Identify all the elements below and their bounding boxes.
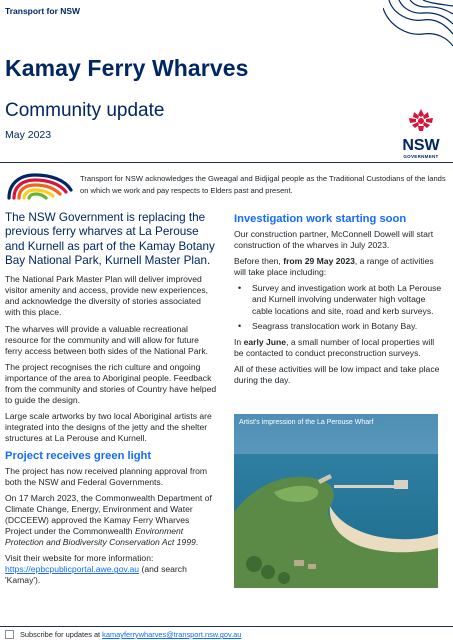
footer	[0, 626, 453, 640]
logo-subtext: GOVERNMENT	[403, 154, 439, 159]
text-span: On 17 March 2023, the Commonwealth Department of Climate Change, Energy, Environment and Water (DCCEEW) approved the Kamay Ferry Wharves Project under the Commonwealth	[5, 492, 212, 536]
list-item: • Survey and investigation work at both La Perouse and Kurnell involving underwater high voltage cable locations and site, road and kerb surveys.	[234, 283, 446, 316]
acknowledgement-of-country: Transport for NSW acknowledges the Gweagal and Bidjigal people as the Traditional Custodians of the lands on which we work and pay respects to Elders past and present.	[80, 174, 446, 195]
text-span: .	[195, 537, 199, 548]
paragraph: The wharves will provide a valuable recreational resource for the community and will allow for future ferry access between both sides of the National Park.	[5, 323, 209, 356]
waratah-icon	[406, 108, 436, 132]
header-divider	[0, 162, 453, 163]
paragraph	[234, 337, 446, 359]
text-span: , a range of activities will take place including:	[234, 256, 434, 278]
logo-text: NSW	[402, 137, 440, 154]
lead-paragraph: The NSW Government is replacing the previous ferry wharves at La Perouse and Kurnell as part of the Kamay Botany Bay National Park, Kurnell Master Plan.	[5, 211, 215, 267]
paragraph: The National Park Master Plan will deliver improved visitor amenity and access, provide new experiences, and acknowledge the diversity of stories associated with this place.	[5, 274, 209, 318]
page-subtitle: Community update	[5, 100, 165, 121]
list-item: • Seagrass translocation work in Botany Bay.	[234, 321, 446, 332]
text-span: In	[234, 336, 244, 347]
section-heading-green-light: Project receives green light	[5, 449, 152, 462]
text-span: Visit their website for more information:	[5, 553, 154, 564]
text-span: Before then,	[234, 256, 284, 267]
act-name: Environment Protection and Biodiversity Conservation Act 1999	[5, 525, 196, 548]
publication-date: May 2023	[5, 129, 52, 141]
paragraph: Large scale artworks by two local Aboriginal artists are integrated into the designs of the jetty and the shelter structures at La Perouse and Kurnell.	[5, 411, 212, 444]
text-span: Subscribe for updates at	[20, 630, 103, 639]
image-caption: Artist's impression of the La Perouse Wharf	[239, 419, 374, 426]
text-span: (and search 'Kamay').	[5, 564, 187, 586]
aboriginal-rainbow-artwork	[5, 170, 73, 200]
right-column	[234, 211, 446, 391]
brand-label: Transport for NSW	[5, 6, 81, 16]
subscribe-text	[20, 630, 241, 639]
activity-list	[234, 283, 446, 331]
paragraph	[5, 493, 217, 548]
subscribe-checkbox[interactable]	[5, 630, 14, 639]
left-column	[5, 211, 217, 591]
page-title: Kamay Ferry Wharves	[5, 55, 249, 81]
epbc-portal-link[interactable]: https://epbcpublicportal.awe.gov.au	[5, 564, 140, 575]
paragraph	[5, 553, 217, 586]
nsw-government-logo	[396, 108, 446, 159]
subscribe-email-link[interactable]: kamayferrywharves@transport.nsw.gov.au	[102, 630, 242, 639]
paragraph: The project has now received planning approval from both the NSW and Federal Governments.	[5, 465, 208, 487]
paragraph: Our construction partner, McConnell Dowell will start construction of the wharves in July 2023.	[234, 229, 434, 251]
aerial-illustration	[234, 414, 438, 588]
section-heading-investigation: Investigation work starting soon	[234, 213, 407, 225]
bold-date: early June	[243, 336, 287, 347]
topographic-lines-graphic	[383, 0, 453, 50]
paragraph: The project recognises the rich culture and ongoing importance of the area to Aboriginal people. Feedback from the community and stories of Country have helped to guide the design.	[5, 361, 217, 406]
paragraph: All of these activities will be low impact and take place during the day.	[234, 363, 440, 386]
text-span: , a small number of local properties will be contacted to conduct preconstruction surveys.	[234, 336, 435, 358]
la-perouse-wharf-image	[234, 414, 438, 588]
bold-date: from 29 May 2023	[283, 256, 355, 267]
paragraph	[234, 256, 446, 278]
